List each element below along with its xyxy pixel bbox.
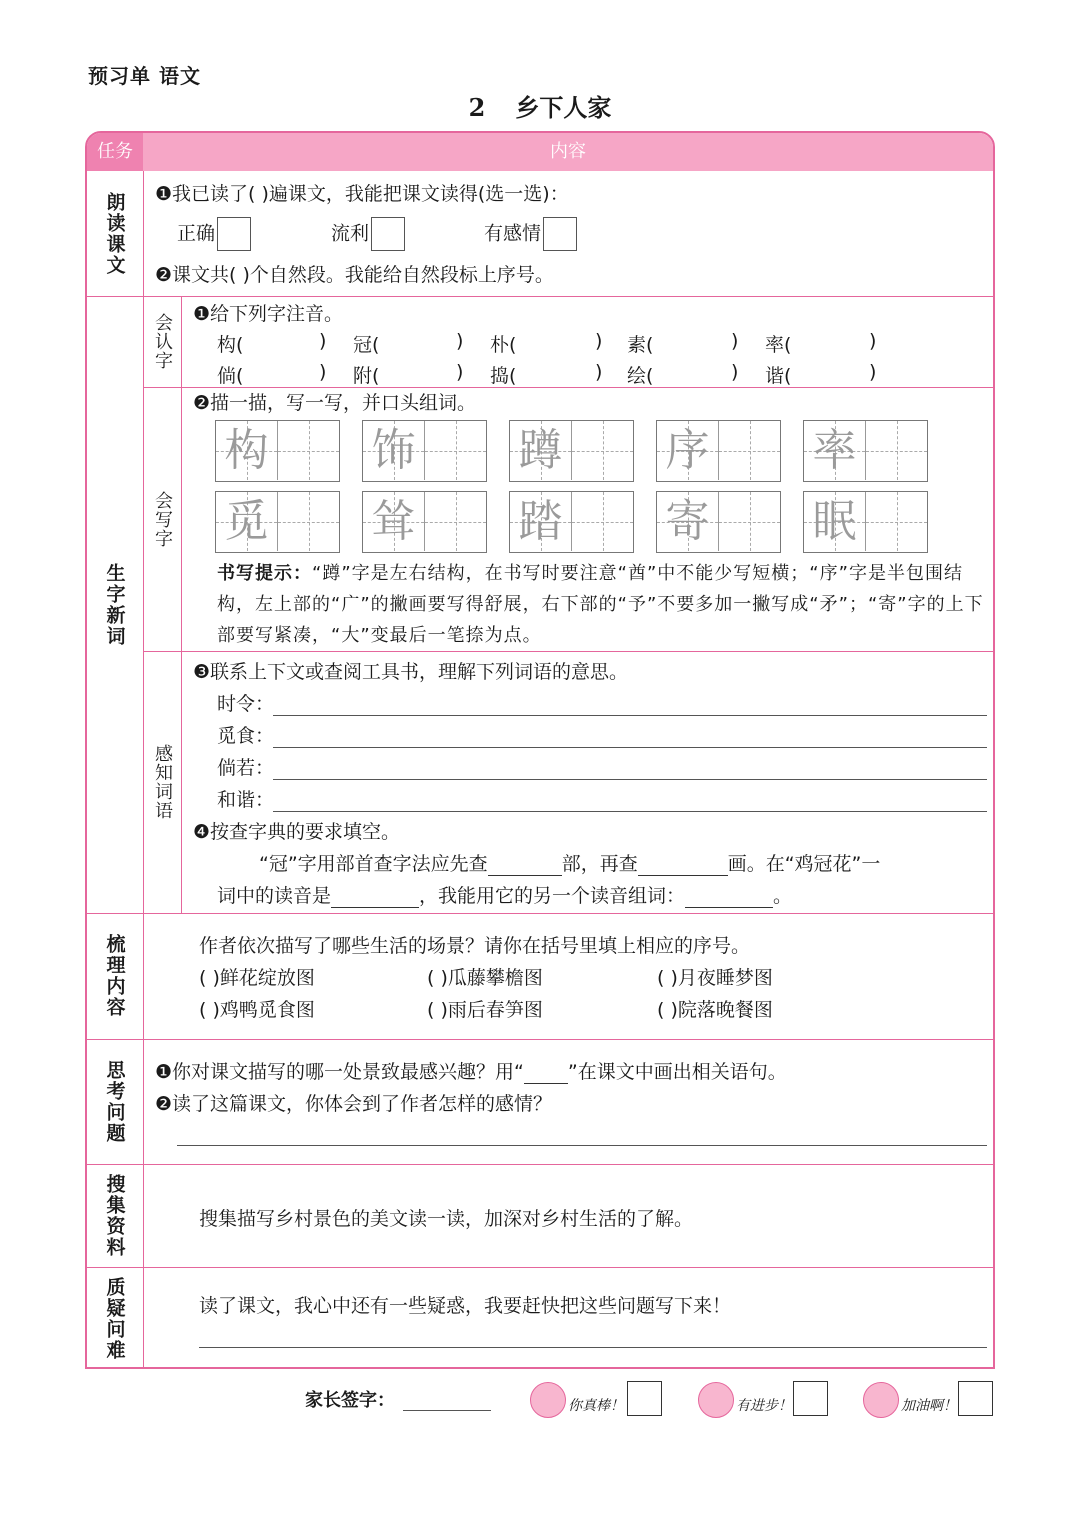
series-label: 预习单 语文 bbox=[88, 64, 201, 88]
char-grid bbox=[803, 491, 928, 553]
underline-sample bbox=[524, 1064, 568, 1084]
pinyin-close: ) bbox=[319, 330, 327, 352]
pinyin-item: 捣( bbox=[490, 365, 517, 387]
sun-sticker-icon bbox=[698, 1382, 734, 1418]
char-grid bbox=[509, 491, 634, 553]
pinyin-close: ) bbox=[869, 361, 877, 383]
lesson-title: 乡下人家 bbox=[515, 94, 612, 122]
pinyin-close: ) bbox=[595, 330, 603, 352]
write-cell[interactable] bbox=[866, 421, 927, 480]
pinyin-close: ) bbox=[456, 361, 464, 383]
badge-progress-checkbox[interactable] bbox=[793, 1381, 828, 1416]
answer-line[interactable] bbox=[273, 747, 987, 748]
trace-char: 眠 bbox=[812, 496, 857, 547]
answer-line[interactable] bbox=[273, 811, 987, 812]
pinyin-close: ) bbox=[319, 361, 327, 383]
sun-sticker-icon bbox=[863, 1382, 899, 1418]
pinyin-item: 附( bbox=[353, 365, 380, 387]
collect-text: 搜集描写乡村景色的美文读一读，加深对乡村生活的了解。 bbox=[199, 1208, 694, 1230]
pinyin-item: 谐( bbox=[765, 365, 792, 387]
write-cell[interactable] bbox=[278, 421, 339, 480]
write-cell[interactable] bbox=[719, 421, 780, 480]
header-content: 内容 bbox=[550, 141, 586, 162]
sub-row-divider bbox=[143, 651, 995, 652]
sun-sticker-icon bbox=[530, 1382, 566, 1418]
worksheet-table bbox=[85, 131, 995, 1369]
char-grid bbox=[215, 420, 340, 482]
pinyin-item: 朴( bbox=[490, 334, 517, 356]
pinyin-close: ) bbox=[595, 361, 603, 383]
section-think-label: 思考问题 bbox=[103, 1059, 126, 1144]
section-new-words-label: 生字新词 bbox=[103, 562, 126, 647]
outline-item: ( )鸡鸭觅食图 bbox=[199, 999, 315, 1021]
trace-char: 饰 bbox=[371, 425, 416, 476]
row-divider bbox=[87, 1039, 993, 1040]
writing-tip bbox=[217, 558, 987, 651]
pinyin-close: ) bbox=[456, 330, 464, 352]
pinyin-close: ) bbox=[731, 361, 739, 383]
think-q1: ❶你对课文描写的哪一处景致最感兴趣？用“ ”在课文中画出相关语句。 bbox=[155, 1061, 787, 1083]
badge-progress: 有进步！ bbox=[736, 1398, 792, 1414]
write-cell[interactable] bbox=[572, 421, 633, 480]
write-q: ❷描一描，写一写，并口头组词。 bbox=[193, 392, 477, 414]
q4-line2: 词中的读音是 ，我能用它的另一个读音组词： 。 bbox=[217, 885, 793, 907]
reading-q1: ❶我已读了( )遍课文，我能把课文读得(选一选)： bbox=[155, 183, 569, 205]
trace-char: 率 bbox=[812, 425, 857, 476]
subcolumn-divider bbox=[181, 296, 182, 913]
think-q2: ❷读了这篇课文，你体会到了作者怎样的感情？ bbox=[155, 1093, 553, 1115]
row-divider bbox=[87, 913, 993, 914]
word-label: 时令： bbox=[217, 693, 275, 715]
write-cell[interactable] bbox=[425, 421, 486, 480]
outline-item: ( )瓜藤攀檐图 bbox=[427, 967, 543, 989]
trace-char: 觅 bbox=[224, 496, 269, 547]
blank-word[interactable] bbox=[685, 888, 773, 908]
char-grid bbox=[656, 491, 781, 553]
blank-strokes[interactable] bbox=[638, 856, 728, 876]
question-text: 读了课文，我心中还有一些疑惑，我要赶快把这些问题写下来！ bbox=[199, 1295, 732, 1317]
write-cell[interactable] bbox=[425, 492, 486, 551]
blank-radical[interactable] bbox=[488, 856, 562, 876]
reading-option-correct: 正确 bbox=[177, 217, 251, 251]
word-label: 倘若： bbox=[217, 757, 275, 779]
header-task: 任务 bbox=[87, 133, 143, 171]
pinyin-item: 素( bbox=[627, 334, 654, 356]
write-cell[interactable] bbox=[719, 492, 780, 551]
row-divider bbox=[87, 1267, 993, 1268]
tip-text: “蹲”字是左右结构，在书写时要注意“酋”中不能少写短横；“序”字是半包围结构，左上部的“广”的撇画要写得舒展，右下部的“予”不要多加一撇写成“矛”；“寄”字的上下部要写紧凑，“大”变最后一笔捺为点。 bbox=[217, 563, 984, 646]
answer-line[interactable] bbox=[177, 1145, 987, 1146]
reading-option-fluent: 流利 bbox=[331, 217, 405, 251]
trace-char: 蹲 bbox=[518, 425, 563, 476]
reading-option-emotion: 有感情 bbox=[484, 217, 577, 251]
page-title bbox=[0, 88, 1080, 123]
word-label: 和谐： bbox=[217, 789, 275, 811]
char-grid bbox=[656, 420, 781, 482]
section-collect-label: 搜集资料 bbox=[103, 1173, 126, 1258]
trace-char: 耸 bbox=[371, 496, 416, 547]
row-divider bbox=[87, 1164, 993, 1165]
parent-sign-label: 家长签字： bbox=[305, 1390, 395, 1411]
trace-char: 序 bbox=[665, 425, 710, 476]
lesson-number: 2 bbox=[468, 93, 486, 122]
badge-cheer-checkbox[interactable] bbox=[958, 1381, 993, 1416]
badge-cheer: 加油啊！ bbox=[901, 1398, 957, 1414]
pinyin-item: 绘( bbox=[627, 365, 654, 387]
parent-sign-line[interactable] bbox=[403, 1410, 491, 1411]
table-header bbox=[87, 133, 993, 171]
sub-recognize-label: 会认字 bbox=[152, 313, 173, 370]
trace-char: 构 bbox=[224, 425, 269, 476]
outline-item: ( )雨后春笋图 bbox=[427, 999, 543, 1021]
pinyin-item: 构( bbox=[217, 334, 244, 356]
checkbox-emotion[interactable] bbox=[543, 217, 577, 251]
tip-title: 书写提示： bbox=[217, 563, 312, 584]
perceive-q4: ❹按查字典的要求填空。 bbox=[193, 821, 401, 843]
pinyin-item: 冠( bbox=[353, 334, 380, 356]
outline-q: 作者依次描写了哪些生活的场景？请你在括号里填上相应的序号。 bbox=[199, 935, 751, 957]
checkbox-correct[interactable] bbox=[217, 217, 251, 251]
blank-pinyin[interactable] bbox=[331, 888, 419, 908]
outline-item: ( )月夜睡梦图 bbox=[657, 967, 773, 989]
char-grid bbox=[215, 491, 340, 553]
badge-great-checkbox[interactable] bbox=[627, 1381, 662, 1416]
trace-char: 踏 bbox=[518, 496, 563, 547]
section-outline-label: 梳理内容 bbox=[103, 934, 126, 1018]
pinyin-close: ) bbox=[869, 330, 877, 352]
sub-write-label: 会写字 bbox=[152, 490, 173, 548]
write-cell[interactable] bbox=[572, 492, 633, 551]
perceive-q3: ❸联系上下文或查阅工具书，理解下列词语的意思。 bbox=[193, 661, 629, 683]
char-grid bbox=[362, 420, 487, 482]
pinyin-item: 倘( bbox=[217, 365, 244, 387]
recognize-q: ❶给下列字注音。 bbox=[193, 303, 344, 325]
write-cell[interactable] bbox=[866, 492, 927, 551]
char-grid bbox=[803, 420, 928, 482]
row-divider bbox=[87, 296, 993, 297]
reading-q2: ❷课文共( )个自然段。我能给自然段标上序号。 bbox=[155, 264, 554, 286]
trace-char: 寄 bbox=[665, 496, 710, 547]
answer-line[interactable] bbox=[199, 1347, 987, 1348]
answer-line[interactable] bbox=[273, 779, 987, 780]
outline-item: ( )鲜花绽放图 bbox=[199, 967, 315, 989]
word-label: 觅食： bbox=[217, 725, 275, 747]
q4-line1: “冠”字用部首查字法应先查 部，再查 画。在“鸡冠花”一 bbox=[259, 853, 881, 875]
answer-line[interactable] bbox=[273, 715, 987, 716]
badge-great: 你真棒！ bbox=[568, 1398, 624, 1414]
pinyin-item: 率( bbox=[765, 334, 792, 356]
char-grid bbox=[362, 491, 487, 553]
checkbox-fluent[interactable] bbox=[371, 217, 405, 251]
sub-perceive-label: 感知词语 bbox=[152, 744, 173, 820]
char-grid bbox=[509, 420, 634, 482]
section-question-label: 质疑问难 bbox=[103, 1277, 126, 1361]
section-reading-label: 朗读课文 bbox=[103, 191, 126, 276]
outline-item: ( )院落晚餐图 bbox=[657, 999, 773, 1021]
pinyin-close: ) bbox=[731, 330, 739, 352]
write-cell[interactable] bbox=[278, 492, 339, 551]
